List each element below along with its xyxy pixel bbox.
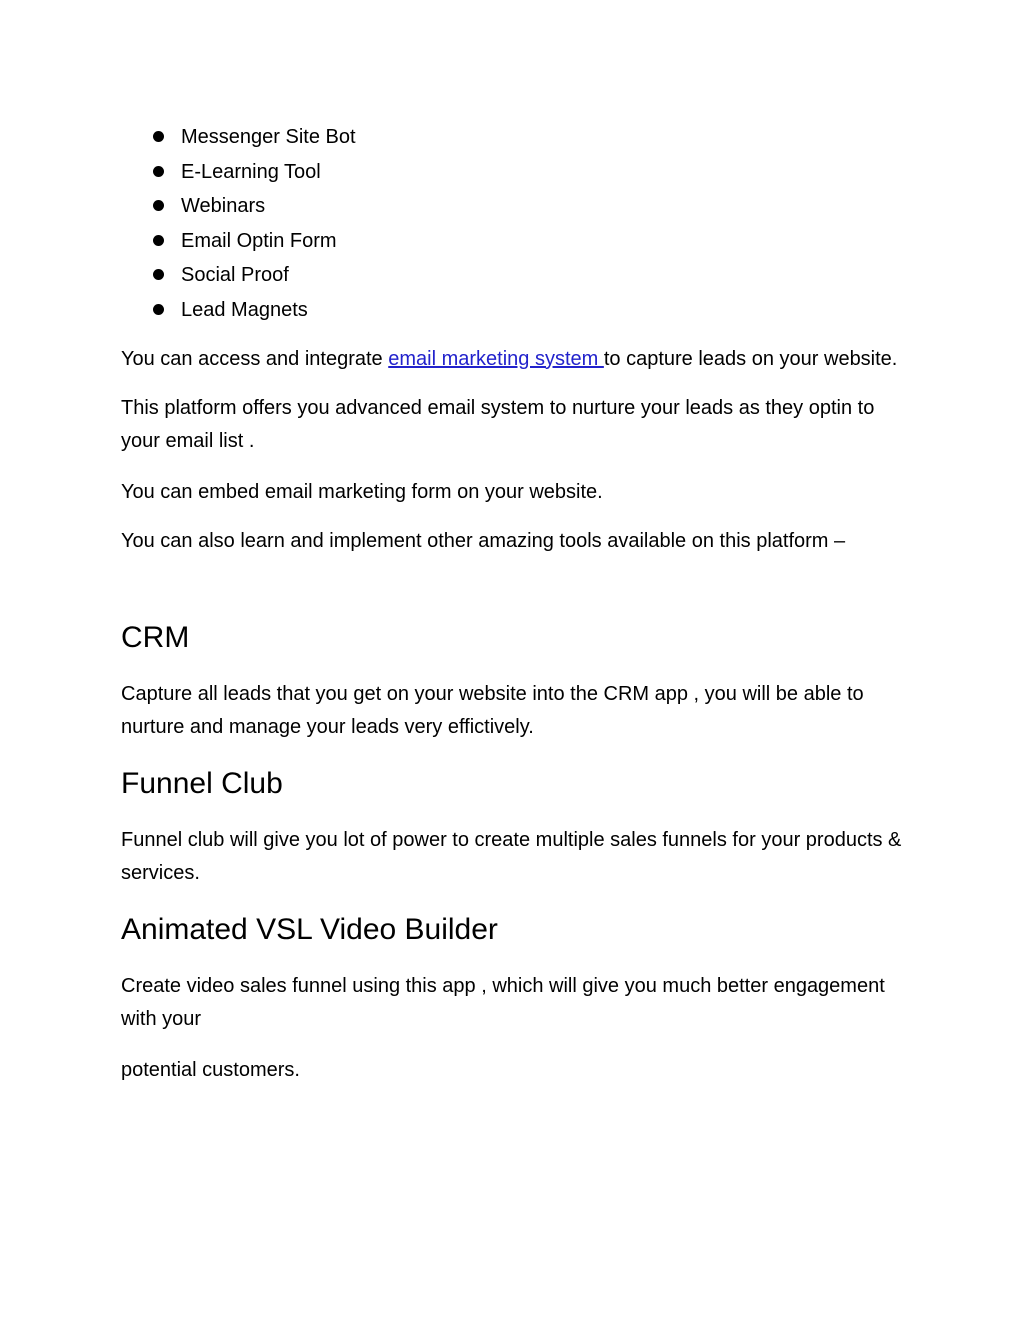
list-item-label: Lead Magnets [181, 298, 308, 321]
vsl-builder-tail-paragraph: potential customers. [121, 1058, 300, 1081]
crm-paragraph: Capture all leads that you get on your website into the CRM app , you will be able to nurture and manage your leads very effictively. [121, 682, 864, 738]
integration-text-end: to capture leads on your website. [603, 347, 898, 370]
funnel-club-paragraph: Funnel club will give you lot of power to create multiple sales funnels for your products & services. [121, 828, 902, 884]
bullet-icon [153, 269, 164, 280]
bullet-icon [153, 304, 164, 315]
list-item [121, 120, 911, 155]
vsl-builder-paragraph: Create video sales funnel using this app , which will give you much better engagement with your [121, 974, 885, 1030]
bullet-icon [153, 200, 164, 211]
list-item [121, 224, 911, 259]
crm-heading: CRM [121, 620, 190, 654]
list-item-label: Webinars [181, 195, 266, 218]
email-marketing-system-link[interactable]: email marketing system [388, 347, 604, 370]
document-page [121, 120, 911, 1087]
integration-paragraph [121, 343, 911, 376]
bullet-icon [153, 235, 164, 246]
platform-paragraph: This platform offers you advanced email system to nurture your leads as they optin to your email list . [121, 396, 875, 452]
bullet-icon [153, 131, 164, 142]
bullet-icon [153, 166, 164, 177]
list-item [121, 258, 911, 293]
list-item [121, 189, 911, 224]
list-item-label: Messenger Site Bot [181, 126, 356, 148]
list-item [121, 293, 911, 328]
funnel-club-heading: Funnel Club [121, 766, 283, 800]
list-item-label: Email Optin Form [181, 229, 337, 252]
embed-paragraph: You can embed email marketing form on your website. [121, 480, 603, 503]
vsl-builder-heading: Animated VSL Video Builder [121, 912, 498, 946]
list-item-label: E-Learning Tool [181, 160, 321, 183]
integration-text-start: You can access and integrate [121, 347, 389, 370]
feature-list [121, 120, 911, 328]
list-item-label: Social Proof [181, 264, 289, 287]
tools-paragraph: You can also learn and implement other amazing tools available on this platform – [121, 529, 846, 552]
list-item [121, 155, 911, 190]
